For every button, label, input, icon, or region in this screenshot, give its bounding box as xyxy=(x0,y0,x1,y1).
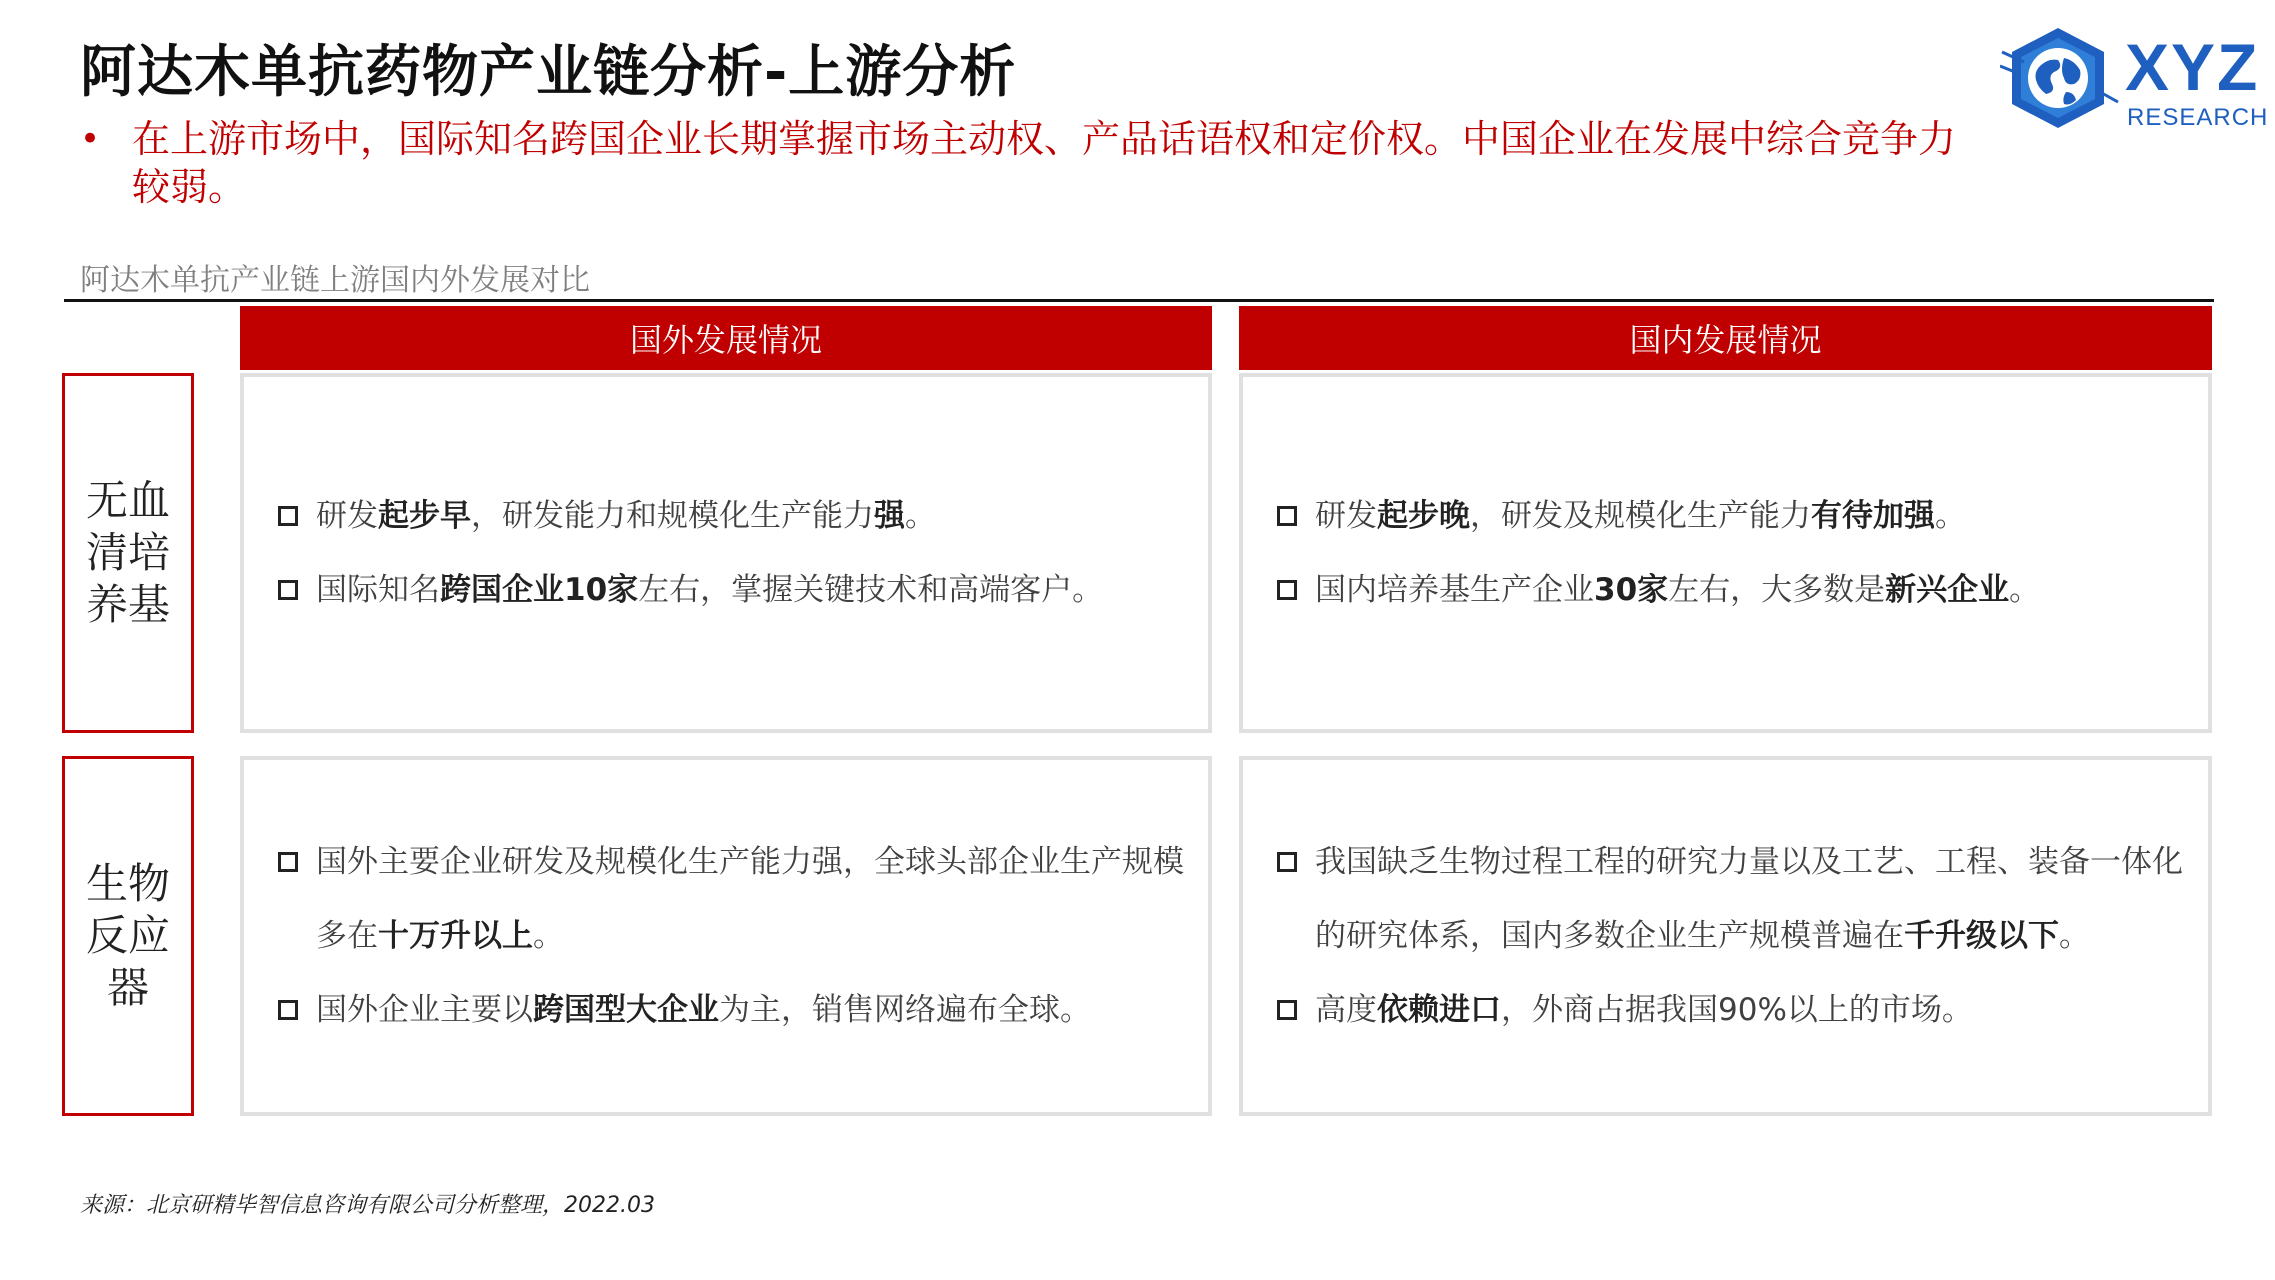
checkbox-square-icon xyxy=(1277,580,1297,600)
checkbox-square-icon xyxy=(278,852,298,872)
list-item: 我国缺乏生物过程工程的研究力量以及工艺、工程、装备一体化的研究体系，国内多数企业生产规模普遍在千升级以下。 xyxy=(1263,825,2184,973)
header-domestic: 国内发展情况 xyxy=(1239,306,2212,370)
summary-content: 在上游市场中，国际知名跨国企业长期掌握市场主动权、产品话语权和定价权。中国企业在发展中综合竞争力较弱。 xyxy=(132,117,1957,209)
source-note: 来源：北京研精毕智信息咨询有限公司分析整理，2022.03 xyxy=(80,1193,655,1218)
list-item: 国内培养基生产企业30家左右，大多数是新兴企业。 xyxy=(1263,553,2184,627)
cell-foreign-medium xyxy=(240,373,1212,733)
cell-foreign-bioreactor xyxy=(240,756,1212,1116)
checkbox-square-icon xyxy=(278,1000,298,1020)
list-item: 国外主要企业研发及规模化生产能力强，全球头部企业生产规模多在十万升以上。 xyxy=(264,825,1184,973)
page-title: 阿达木单抗药物产业链分析-上游分析 xyxy=(80,40,1017,105)
summary-text xyxy=(80,115,1960,211)
list-item: 国外企业主要以跨国型大企业为主，销售网络遍布全球。 xyxy=(264,973,1184,1047)
list-item: 高度依赖进口，外商占据我国90%以上的市场。 xyxy=(1263,973,2184,1047)
checkbox-square-icon xyxy=(278,580,298,600)
cell-domestic-medium xyxy=(1239,373,2212,733)
table-caption: 阿达木单抗产业链上游国内外发展对比 xyxy=(80,263,590,298)
checkbox-square-icon xyxy=(278,506,298,526)
caption-divider xyxy=(64,299,2214,302)
row-label-culture-medium: 无血 清培 养基 xyxy=(62,373,194,733)
checkbox-square-icon xyxy=(1277,852,1297,872)
cell-domestic-bioreactor xyxy=(1239,756,2212,1116)
row-label-bioreactor: 生物 反应 器 xyxy=(62,756,194,1116)
logo-name: XYZ xyxy=(2125,30,2260,104)
list-item: 研发起步晚，研发及规模化生产能力有待加强。 xyxy=(1263,479,2184,553)
list-item: 研发起步早，研发能力和规模化生产能力强。 xyxy=(264,479,1184,553)
bullet-icon: • xyxy=(80,119,101,159)
header-foreign: 国外发展情况 xyxy=(240,306,1212,370)
checkbox-square-icon xyxy=(1277,1000,1297,1020)
logo-subtitle: RESEARCH xyxy=(2127,104,2269,131)
checkbox-square-icon xyxy=(1277,506,1297,526)
list-item: 国际知名跨国企业10家左右，掌握关键技术和高端客户。 xyxy=(264,553,1184,627)
